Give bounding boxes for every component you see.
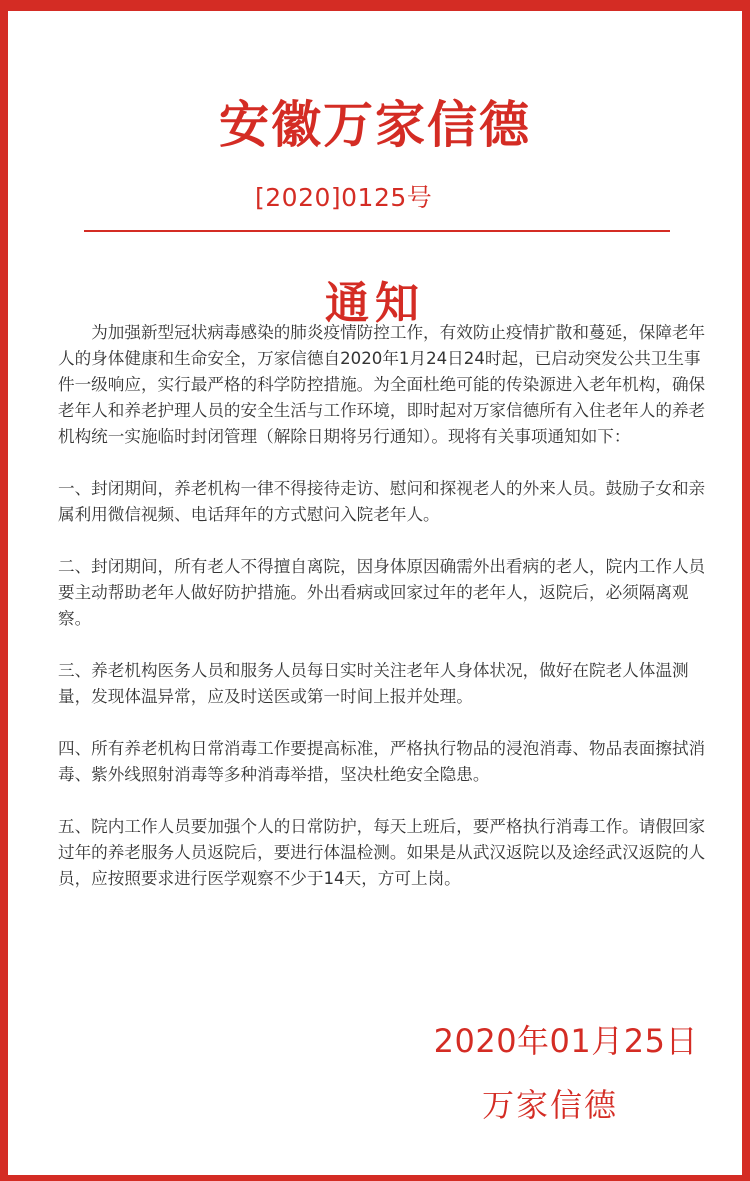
- item-paragraph-3: 三、养老机构医务人员和服务人员每日实时关注老年人身体状况，做好在院老人体温测量，发现体温异常，应及时送医或第一时间上报并处理。: [58, 661, 689, 706]
- item-paragraph-5: 五、院内工作人员要加强个人的日常防护，每天上班后，要严格执行消毒工作。请假回家过年的养老服务人员返院后，要进行体温检测。如果是从武汉返院以及途经武汉返院的人员，应按照要求进行医学观察不少于14天，方可上岗。: [58, 817, 706, 888]
- notice-body: [58, 320, 708, 918]
- issue-date: 2020年01月25日: [433, 1022, 698, 1060]
- signature: 万家信德: [482, 1086, 619, 1124]
- item-paragraph-4: 四、所有养老机构日常消毒工作要提高标准，严格执行物品的浸泡消毒、物品表面擦拭消毒、紫外线照射消毒等多种消毒举措，坚决杜绝安全隐患。: [58, 739, 706, 784]
- organization-title: 安徽万家信德: [219, 95, 531, 154]
- header-divider: [84, 230, 670, 232]
- document-number: [2020]0125号: [255, 183, 433, 212]
- item-paragraph-2: 二、封闭期间，所有老人不得擅自离院，因身体原因确需外出看病的老人，院内工作人员要主动帮助老年人做好防护措施。外出看病或回家过年的老年人，返院后，必须隔离观察。: [58, 557, 706, 628]
- intro-paragraph: 为加强新型冠状病毒感染的肺炎疫情防控工作，有效防止疫情扩散和蔓延，保障老年人的身体健康和生命安全，万家信德自2020年1月24日24时起，已启动突发公共卫生事件一级响应，实行最严格的科学防控措施。为全面杜绝可能的传染源进入老年机构，确保老年人和养老护理人员的安全生活与工作环境，即时起对万家信德所有入住老年人的养老机构统一实施临时封闭管理（解除日期将另行通知）。现将有关事项通知如下：: [58, 323, 706, 446]
- item-paragraph-1: 一、封闭期间，养老机构一律不得接待走访、慰问和探视老人的外来人员。鼓励子女和亲属利用微信视频、电话拜年的方式慰问入院老年人。: [58, 479, 706, 524]
- notice-title: 通知: [325, 278, 425, 329]
